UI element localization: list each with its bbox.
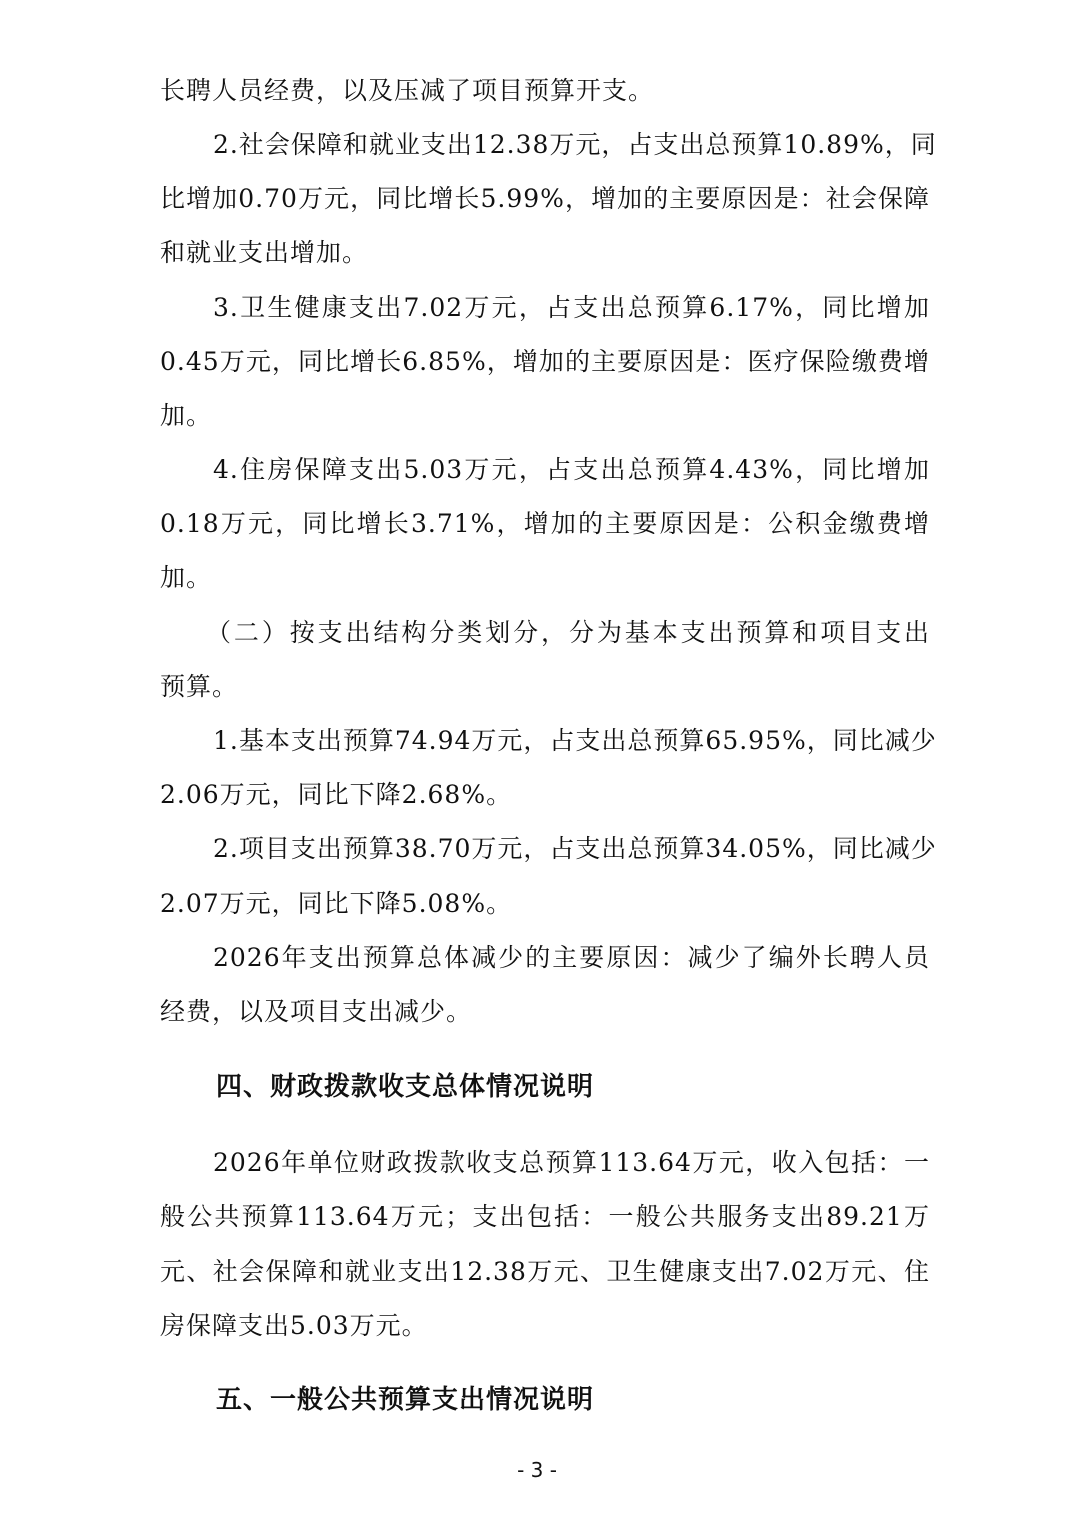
body-text-line: 和就业支出增加。 bbox=[160, 238, 369, 267]
body-text-line: 2.06万元，同比下降2.68%。 bbox=[160, 780, 513, 809]
body-text-line: 房保障支出5.03万元。 bbox=[160, 1311, 428, 1340]
section-heading: 五、一般公共预算支出情况说明 bbox=[216, 1385, 595, 1415]
body-text-line: 0.18万元，同比增长3.71%，增加的主要原因是：公积金缴费增 bbox=[160, 509, 930, 538]
page-number: - 3 - bbox=[517, 1458, 557, 1482]
body-text-line: （二）按支出结构分类划分，分为基本支出预算和项目支出 bbox=[206, 618, 930, 647]
body-text-line: 加。 bbox=[160, 401, 213, 430]
body-text-line: 元、社会保障和就业支出12.38万元、卫生健康支出7.02万元、住 bbox=[160, 1257, 930, 1286]
body-text-line: 般公共预算113.64万元；支出包括：一般公共服务支出89.21万 bbox=[160, 1202, 930, 1231]
body-text-line: 0.45万元，同比增长6.85%，增加的主要原因是：医疗保险缴费增 bbox=[160, 347, 930, 376]
body-text-line: 2.项目支出预算38.70万元，占支出总预算34.05%，同比减少 bbox=[213, 834, 937, 863]
body-text-line: 2026年单位财政拨款收支总预算113.64万元，收入包括：一 bbox=[213, 1148, 930, 1177]
body-text-line: 3.卫生健康支出7.02万元，占支出总预算6.17%，同比增加 bbox=[213, 293, 930, 322]
body-text-line: 1.基本支出预算74.94万元，占支出总预算65.95%，同比减少 bbox=[213, 726, 937, 755]
body-text-line: 加。 bbox=[160, 563, 213, 592]
body-text-line: 2.07万元，同比下降5.08%。 bbox=[160, 889, 513, 918]
body-text-line: 比增加0.70万元，同比增长5.99%，增加的主要原因是：社会保障 bbox=[160, 184, 930, 213]
body-text-line: 2026年支出预算总体减少的主要原因：减少了编外长聘人员 bbox=[213, 943, 930, 972]
body-text-line: 经费，以及项目支出减少。 bbox=[160, 997, 473, 1026]
body-text-line: 2.社会保障和就业支出12.38万元，占支出总预算10.89%，同 bbox=[213, 130, 937, 159]
body-text-line: 预算。 bbox=[160, 672, 239, 701]
body-text-line: 长聘人员经费，以及压减了项目预算开支。 bbox=[160, 76, 655, 105]
section-heading: 四、财政拨款收支总体情况说明 bbox=[216, 1072, 595, 1102]
body-text-line: 4.住房保障支出5.03万元，占支出总预算4.43%，同比增加 bbox=[213, 455, 930, 484]
